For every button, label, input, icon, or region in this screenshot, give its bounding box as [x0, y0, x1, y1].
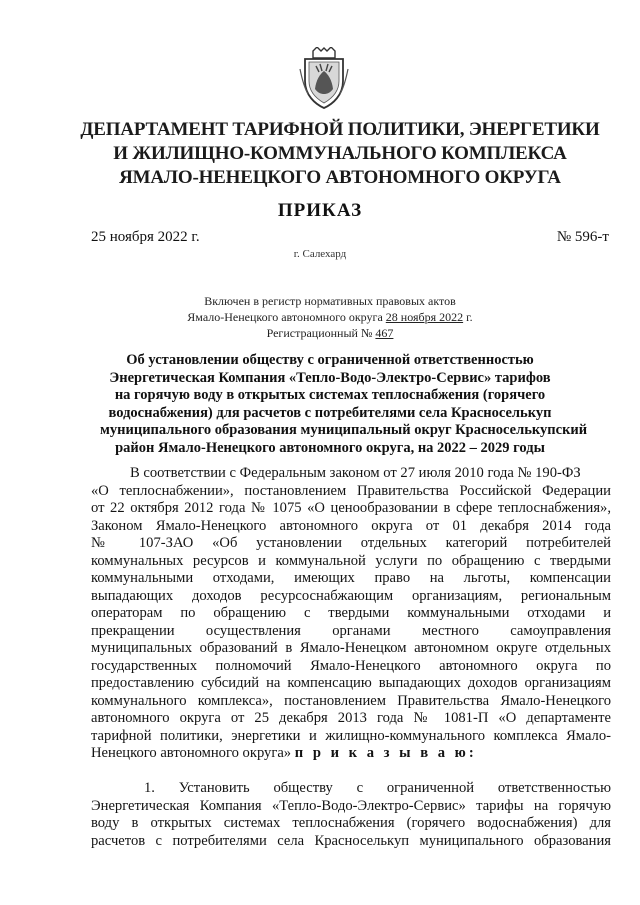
order-date: 25 ноября 2022 г.	[91, 229, 200, 245]
preamble-line: коммунального комплекса», постановлением Правительства Ямало-Ненецкого	[91, 692, 611, 709]
preamble-line: В соответствии с Федеральным законом от 27 июля 2010 года № 190-ФЗ	[130, 465, 581, 481]
item-line: Энергетическая Компания «Тепло-Водо-Электро-Сервис» тарифы на горячую	[91, 797, 611, 814]
preamble-line: Законом Ямало-Ненецкого автономного округа от 01 декабря 2014 года	[91, 517, 611, 534]
document-type: ПРИКАЗ	[277, 200, 363, 221]
title-line: Энергетическая Компания «Тепло-Водо-Электро-Сервис» тарифов	[109, 369, 551, 386]
item-line: расчетов с потребителями села Красноселькуп муниципального образования	[91, 832, 611, 849]
item-line: воду в открытых системах теплоснабжения (горячего водоснабжения) для	[91, 815, 611, 831]
registry-number: 467	[375, 326, 394, 340]
registry-line: Включен в регистр нормативных правовых актов	[204, 294, 456, 308]
order-number: № 596-т	[556, 229, 609, 245]
preamble-line: выпадающих доходов ресурсоснабжающим организациям, региональным	[91, 587, 611, 604]
preamble-line: «О теплоснабжении», постановлением Правительства Российской Федерации	[91, 482, 611, 499]
registry-line	[140, 309, 520, 325]
title-line: Об установлении обществу с ограниченной ответственностью	[126, 352, 534, 368]
preamble-line: операторам по обращению с твердыми коммунальными отходами и	[91, 605, 611, 621]
department-line: ЯМАЛО-НЕНЕЦКОГО АВТОНОМНОГО ОКРУГА	[119, 167, 561, 188]
order-word: п р и к а з ы в а ю:	[294, 745, 477, 761]
preamble-line: предоставлению субсидий на компенсацию выпадающих доходов организациям	[91, 675, 611, 691]
title-line: муниципального образования муниципальный округ Красноселькупский	[100, 422, 588, 438]
registry-date: 28 ноября 2022	[385, 310, 464, 324]
title-line: на горячую воду в открытых системах теплоснабжения (горячего	[114, 387, 546, 403]
registry-text: Ямало-Ненецкого автономного округа	[187, 310, 386, 324]
order-body	[91, 465, 611, 850]
registry-text: Регистрационный №	[266, 326, 376, 340]
order-city: г. Салехард	[293, 248, 347, 260]
preamble-line: от 22 октября 2012 года № 1075 «О ценообразовании в сфере теплоснабжения»,	[91, 500, 611, 516]
order-title	[100, 352, 588, 457]
yamal-coat-of-arms-icon	[299, 47, 349, 111]
preamble-last: Ненецкого автономного округа»	[91, 745, 292, 761]
preamble-line: муниципальных образований в Ямало-Ненецком автономном округе отдельных	[91, 640, 611, 656]
preamble-line: государственных полномочий Ямало-Ненецкого автономного округа по	[91, 657, 611, 674]
department-line: И ЖИЛИЩНО-КОММУНАЛЬНОГО КОМПЛЕКСА	[113, 143, 567, 164]
preamble-line: автономного округа от 25 декабря 2013 года № 1081-П «О департаменте	[91, 710, 611, 726]
preamble-line: коммунальными отходами, имеющих право на льготы, компенсации	[91, 570, 611, 586]
registry-note	[140, 293, 520, 341]
item-line: 1. Установить обществу с ограниченной ответственностью	[144, 780, 611, 796]
registry-line	[140, 325, 520, 341]
department-line: ДЕПАРТАМЕНТ ТАРИФНОЙ ПОЛИТИКИ, ЭНЕРГЕТИКИ	[80, 119, 600, 140]
registry-text: г.	[463, 310, 473, 324]
preamble-line: № 107-ЗАО «Об установлении отдельных категорий потребителей	[91, 535, 611, 551]
preamble-line: коммунальных ресурсов и коммунальной услуги по обращению с твердыми	[91, 552, 611, 569]
preamble-line	[91, 745, 611, 763]
preamble-line: прекращении осуществления органами местного самоуправления	[91, 622, 611, 639]
department-name	[60, 118, 620, 190]
title-line: водоснабжения) для расчетов с потребителями села Красноселькуп	[108, 404, 552, 421]
title-line: район Ямало-Ненецкого автономного округа, на 2022 – 2029 годы	[115, 439, 545, 456]
preamble-line: тарифной политики, энергетики и жилищно-коммунального комплекса Ямало-	[91, 727, 611, 744]
